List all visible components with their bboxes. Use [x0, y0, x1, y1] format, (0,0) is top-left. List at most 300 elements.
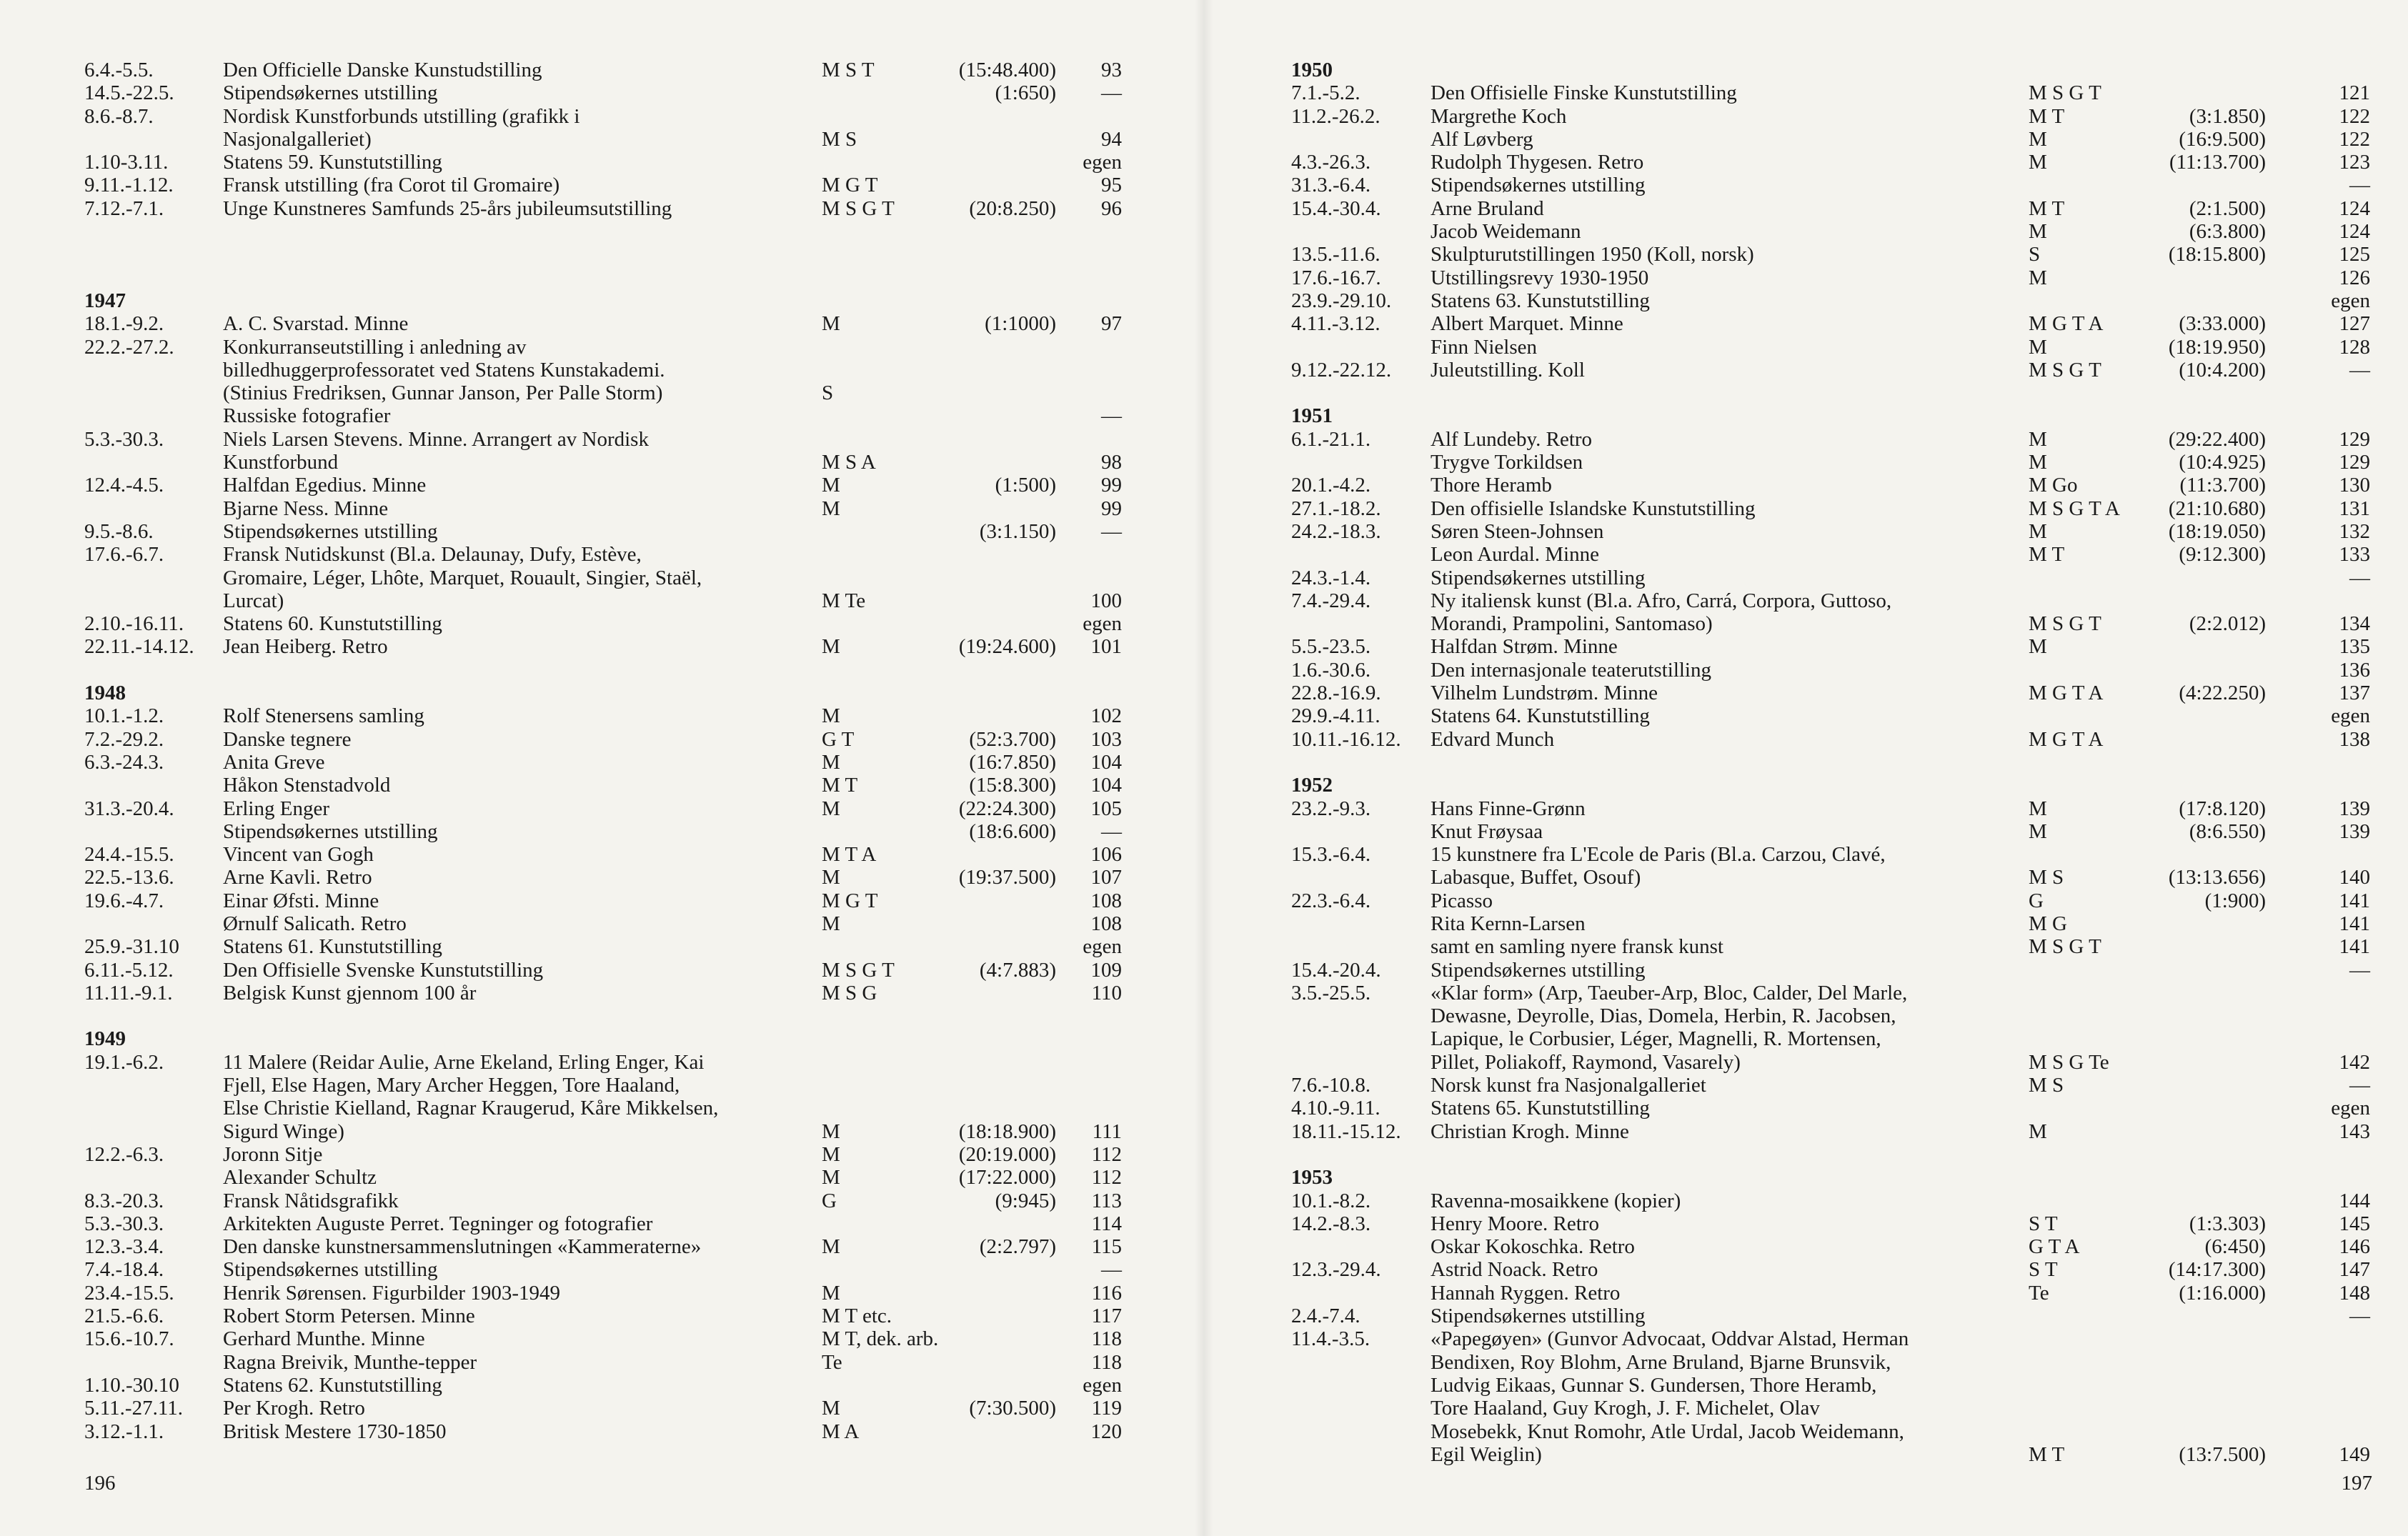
- exhibition-dates: 7.4.-18.4.: [84, 1258, 164, 1282]
- exhibition-title: Fransk Nutidskunst (Bl.a. Delaunay, Dufy, Estève,: [223, 543, 642, 567]
- exhibition-type: M G T A: [2029, 727, 2104, 751]
- exhibition-row: [0, 404, 1204, 427]
- catalogue-number: 117: [1091, 1305, 1122, 1328]
- blank-line: [0, 266, 1204, 289]
- exhibition-title: Statens 62. Kunstutstilling: [223, 1373, 442, 1397]
- catalogue-number: 102: [1090, 704, 1122, 728]
- exhibition-row: [1204, 197, 2408, 220]
- catalogue-number: 146: [2339, 1235, 2370, 1259]
- exhibition-row: [1204, 1420, 2408, 1443]
- exhibition-row: [0, 428, 1204, 451]
- exhibition-row: [1204, 1074, 2408, 1097]
- exhibition-title: Stipendsøkernes utstilling: [1431, 174, 1646, 197]
- exhibition-row: [1204, 1397, 2408, 1420]
- exhibition-dates: 6.4.-5.5.: [84, 59, 154, 81]
- catalogue-number: 139: [2339, 819, 2370, 843]
- catalogue-number: —: [2349, 174, 2370, 197]
- exhibition-title: Den Offisielle Svenske Kunstutstilling: [223, 958, 544, 982]
- exhibition-title: Statens 60. Kunstutstilling: [223, 612, 442, 636]
- exhibition-row: [0, 1327, 1204, 1350]
- exhibition-title: Joronn Sitje: [223, 1142, 323, 1166]
- exhibition-row: [1204, 1190, 2408, 1212]
- loan-figures: (20:19.000): [958, 1142, 1056, 1166]
- exhibition-type: S: [822, 381, 834, 405]
- exhibition-row: [1204, 359, 2408, 381]
- exhibition-title: Ludvig Eikaas, Gunnar S. Gundersen, Thore Heramb,: [1431, 1373, 1877, 1397]
- exhibition-dates: 6.11.-5.12.: [84, 958, 174, 982]
- exhibition-dates: 2.10.-16.11.: [84, 612, 184, 636]
- exhibition-row: [0, 751, 1204, 774]
- exhibition-dates: 7.12.-7.1.: [84, 196, 164, 220]
- exhibition-row: [0, 1282, 1204, 1305]
- exhibition-dates: 22.2.-27.2.: [84, 335, 174, 359]
- exhibition-type: M: [2029, 635, 2047, 659]
- catalogue-number: 127: [2339, 312, 2370, 336]
- exhibition-title: Den offisielle Islandske Kunstutstilling: [1431, 497, 1756, 520]
- exhibition-title: Stipendsøkernes utstilling: [223, 819, 438, 843]
- exhibition-dates: 2.4.-7.4.: [1291, 1305, 1360, 1328]
- loan-figures: (2:2.012): [2189, 612, 2266, 636]
- exhibition-row: [1204, 1327, 2408, 1350]
- exhibition-dates: 5.3.-30.3.: [84, 427, 164, 451]
- catalogue-number: egen: [1083, 612, 1122, 636]
- exhibition-title: Fransk utstilling (fra Corot til Gromaire): [223, 174, 560, 197]
- exhibition-type: M: [2029, 266, 2047, 289]
- blank-line: [1204, 751, 2408, 774]
- exhibition-row: [0, 889, 1204, 912]
- exhibition-row: [1204, 312, 2408, 335]
- catalogue-number: 141: [2339, 889, 2370, 912]
- loan-figures: (9:12.300): [2179, 543, 2266, 567]
- exhibition-title: Jacob Weidemann: [1431, 220, 1581, 244]
- loan-figures: (18:6.600): [969, 819, 1056, 843]
- exhibition-row: [0, 567, 1204, 589]
- loan-figures: (1:16.000): [2179, 1281, 2266, 1305]
- exhibition-title: Henrik Sørensen. Figurbilder 1903-1949: [223, 1281, 560, 1305]
- exhibition-row: [1204, 1051, 2408, 1074]
- exhibition-type: M G T A: [2029, 312, 2104, 336]
- exhibition-type: M T: [822, 774, 858, 797]
- loan-figures: (16:7.850): [969, 750, 1056, 774]
- loan-figures: (4:7.883): [979, 958, 1056, 982]
- catalogue-number: 124: [2339, 220, 2370, 244]
- catalogue-number: 118: [1091, 1350, 1122, 1374]
- page-number-right: 197: [2341, 1472, 2372, 1495]
- exhibition-dates: 5.3.-30.3.: [84, 1212, 164, 1235]
- catalogue-number: 131: [2339, 497, 2370, 520]
- exhibition-row: [0, 359, 1204, 381]
- exhibition-title: Trygve Torkildsen: [1431, 451, 1583, 474]
- exhibition-row: [1204, 451, 2408, 474]
- exhibition-type: M G T: [822, 174, 878, 197]
- exhibition-type: M T A: [822, 843, 877, 867]
- exhibition-type: M S T: [822, 59, 875, 81]
- exhibition-row: [1204, 635, 2408, 658]
- exhibition-type: M: [822, 635, 840, 659]
- exhibition-title: Morandi, Prampolini, Santomaso): [1431, 612, 1713, 636]
- exhibition-row: [0, 1190, 1204, 1212]
- exhibition-row: [0, 497, 1204, 520]
- exhibition-type: M T: [2029, 196, 2065, 220]
- exhibition-type: M G T: [822, 889, 878, 912]
- catalogue-number: 132: [2339, 519, 2370, 543]
- exhibition-title: Hannah Ryggen. Retro: [1431, 1281, 1621, 1305]
- exhibition-list-right: [1204, 59, 2408, 1466]
- exhibition-title: Bendixen, Roy Blohm, Arne Bruland, Bjarne Brunsvik,: [1431, 1350, 1891, 1374]
- exhibition-title: Den Offisielle Finske Kunstutstilling: [1431, 81, 1737, 105]
- exhibition-row: [1204, 1212, 2408, 1235]
- exhibition-type: M: [822, 797, 840, 820]
- loan-figures: (3:1.150): [979, 519, 1056, 543]
- exhibition-title: 11 Malere (Reidar Aulie, Arne Ekeland, Erling Enger, Kai: [223, 1050, 705, 1074]
- catalogue-number: 101: [1090, 635, 1122, 659]
- loan-figures: (1:650): [995, 81, 1056, 105]
- exhibition-title: Erling Enger: [223, 797, 329, 820]
- exhibition-title: Knut Frøysaa: [1431, 819, 1543, 843]
- catalogue-number: —: [1101, 81, 1122, 105]
- exhibition-title: Oskar Kokoschka. Retro: [1431, 1235, 1635, 1259]
- exhibition-row: [0, 728, 1204, 751]
- catalogue-number: —: [2349, 566, 2370, 589]
- exhibition-title: Fjell, Else Hagen, Mary Archer Heggen, Tore Haaland,: [223, 1074, 680, 1097]
- loan-figures: (7:30.500): [969, 1397, 1056, 1420]
- exhibition-dates: 1.10.-30.10: [84, 1373, 179, 1397]
- catalogue-number: egen: [1083, 1373, 1122, 1397]
- catalogue-number: 133: [2339, 543, 2370, 567]
- exhibition-type: M: [2029, 819, 2047, 843]
- exhibition-row: [1204, 912, 2408, 935]
- loan-figures: (11:3.700): [2179, 474, 2266, 497]
- exhibition-row: [0, 520, 1204, 543]
- exhibition-row: [0, 474, 1204, 497]
- catalogue-number: 105: [1090, 797, 1122, 820]
- exhibition-title: Stipendsøkernes utstilling: [1431, 958, 1646, 982]
- exhibition-title: «Klar form» (Arp, Taeuber-Arp, Bloc, Calder, Del Marle,: [1431, 981, 1908, 1004]
- catalogue-number: 109: [1090, 958, 1122, 982]
- exhibition-row: [1204, 174, 2408, 196]
- loan-figures: (10:4.925): [2179, 451, 2266, 474]
- exhibition-row: [1204, 128, 2408, 151]
- exhibition-title: Stipendsøkernes utstilling: [1431, 566, 1646, 589]
- loan-figures: (11:13.700): [2169, 151, 2266, 174]
- catalogue-number: —: [2349, 1305, 2370, 1328]
- exhibition-title: Statens 61. Kunstutstilling: [223, 935, 442, 959]
- exhibition-title: Arne Kavli. Retro: [223, 866, 372, 889]
- loan-figures: (17:8.120): [2179, 797, 2266, 820]
- exhibition-row: [1204, 243, 2408, 266]
- exhibition-title: Skulpturutstillingen 1950 (Koll, norsk): [1431, 243, 1754, 266]
- exhibition-row: [1204, 1004, 2408, 1027]
- exhibition-type: M: [2029, 519, 2047, 543]
- exhibition-dates: 12.3.-3.4.: [84, 1235, 164, 1259]
- exhibition-title: Dewasne, Deyrolle, Dias, Domela, Herbin, R. Jacobsen,: [1431, 1004, 1896, 1028]
- exhibition-type: Te: [2029, 1281, 2049, 1305]
- catalogue-number: 122: [2339, 104, 2370, 128]
- exhibition-type: M G: [2029, 912, 2067, 935]
- exhibition-type: M: [822, 704, 840, 728]
- exhibition-title: Vincent van Gogh: [223, 843, 374, 867]
- exhibition-title: Anita Greve: [223, 750, 325, 774]
- exhibition-dates: 3.5.-25.5.: [1291, 981, 1371, 1004]
- exhibition-row: [1204, 589, 2408, 612]
- exhibition-dates: 23.2.-9.3.: [1291, 797, 1371, 820]
- exhibition-type: M: [822, 1397, 840, 1420]
- catalogue-number: 149: [2339, 1442, 2370, 1466]
- exhibition-type: M: [2029, 151, 2047, 174]
- exhibition-row: [0, 912, 1204, 935]
- catalogue-number: 144: [2339, 1189, 2370, 1212]
- catalogue-number: —: [1101, 819, 1122, 843]
- exhibition-title: Einar Øfsti. Minne: [223, 889, 379, 912]
- exhibition-title: Statens 63. Kunstutstilling: [1431, 289, 1650, 312]
- year-heading: 1952: [1291, 774, 1333, 797]
- exhibition-dates: 15.4.-30.4.: [1291, 196, 1381, 220]
- loan-figures: (29:22.400): [2168, 427, 2266, 451]
- catalogue-number: 104: [1090, 774, 1122, 797]
- exhibition-type: M Go: [2029, 474, 2078, 497]
- exhibition-dates: 14.2.-8.3.: [1291, 1212, 1371, 1235]
- blank-line: [0, 243, 1204, 266]
- loan-figures: (1:500): [995, 474, 1056, 497]
- exhibition-title: Ny italiensk kunst (Bl.a. Afro, Carrá, Corpora, Guttoso,: [1431, 589, 1892, 612]
- exhibition-type: M: [2029, 797, 2047, 820]
- exhibition-row: [0, 612, 1204, 635]
- catalogue-number: 120: [1090, 1420, 1122, 1443]
- catalogue-number: 95: [1101, 174, 1122, 197]
- exhibition-dates: 4.10.-9.11.: [1291, 1097, 1380, 1120]
- exhibition-row: [0, 866, 1204, 889]
- catalogue-number: 93: [1101, 59, 1122, 81]
- exhibition-dates: 19.1.-6.2.: [84, 1050, 164, 1074]
- exhibition-title: Sigurd Winge): [223, 1119, 344, 1143]
- exhibition-type: M T: [2029, 104, 2065, 128]
- blank-line: [0, 220, 1204, 243]
- exhibition-title: Per Krogh. Retro: [223, 1397, 365, 1420]
- exhibition-row: [1204, 266, 2408, 289]
- catalogue-number: 96: [1101, 196, 1122, 220]
- exhibition-type: M: [822, 1281, 840, 1305]
- exhibition-type: M: [2029, 427, 2047, 451]
- exhibition-title: Rudolph Thygesen. Retro: [1431, 151, 1644, 174]
- exhibition-dates: 25.9.-31.10: [84, 935, 179, 959]
- catalogue-number: 110: [1091, 981, 1122, 1004]
- exhibition-row: [1204, 520, 2408, 543]
- exhibition-dates: 23.9.-29.10.: [1291, 289, 1392, 312]
- exhibition-title: «Papegøyen» (Gunvor Advocaat, Oddvar Alstad, Herman: [1431, 1327, 1909, 1351]
- loan-figures: (52:3.700): [969, 727, 1056, 751]
- catalogue-number: 125: [2339, 243, 2370, 266]
- exhibition-dates: 7.4.-29.4.: [1291, 589, 1371, 612]
- exhibition-dates: 10.11.-16.12.: [1291, 727, 1401, 751]
- exhibition-title: Alf Løvberg: [1431, 127, 1533, 151]
- exhibition-dates: 8.6.-8.7.: [84, 104, 154, 128]
- loan-figures: (6:3.800): [2189, 220, 2266, 244]
- exhibition-title: Utstillingsrevy 1930-1950: [1431, 266, 1649, 289]
- exhibition-type: M S: [2029, 866, 2064, 889]
- exhibition-row: [0, 820, 1204, 843]
- catalogue-number: egen: [2331, 704, 2370, 728]
- exhibition-row: [0, 151, 1204, 174]
- catalogue-number: 138: [2339, 727, 2370, 751]
- exhibition-type: S: [2029, 243, 2041, 266]
- exhibition-title: Pillet, Poliakoff, Raymond, Vasarely): [1431, 1050, 1741, 1074]
- exhibition-row: [1204, 1235, 2408, 1258]
- exhibition-type: M T: [2029, 543, 2065, 567]
- catalogue-number: 124: [2339, 196, 2370, 220]
- blank-line: [1204, 1143, 2408, 1166]
- exhibition-row: [1204, 567, 2408, 589]
- loan-figures: (19:24.600): [958, 635, 1056, 659]
- exhibition-dates: 22.11.-14.12.: [84, 635, 194, 659]
- exhibition-title: Picasso: [1431, 889, 1493, 912]
- catalogue-number: 108: [1090, 912, 1122, 935]
- exhibition-type: M: [2029, 335, 2047, 359]
- exhibition-title: Arne Bruland: [1431, 196, 1544, 220]
- exhibition-row: [0, 1305, 1204, 1327]
- exhibition-row: [0, 959, 1204, 982]
- exhibition-dates: 9.11.-1.12.: [84, 174, 174, 197]
- loan-figures: (14:17.300): [2168, 1258, 2266, 1282]
- exhibition-row: [1204, 474, 2408, 497]
- loan-figures: (3:33.000): [2179, 312, 2266, 336]
- catalogue-number: —: [2349, 958, 2370, 982]
- exhibition-title: Fransk Nåtidsgrafikk: [223, 1189, 399, 1212]
- exhibition-row: [0, 774, 1204, 797]
- exhibition-row: [0, 589, 1204, 612]
- exhibition-type: G: [822, 1189, 837, 1212]
- exhibition-row: [0, 451, 1204, 474]
- exhibition-title: Alexander Schultz: [223, 1166, 377, 1190]
- exhibition-dates: 13.5.-11.6.: [1291, 243, 1380, 266]
- loan-figures: (18:19.050): [2168, 519, 2266, 543]
- catalogue-number: 137: [2339, 682, 2370, 705]
- exhibition-row: [0, 1235, 1204, 1258]
- exhibition-title: Lapique, le Corbusier, Léger, Magnelli, R. Mortensen,: [1431, 1027, 1881, 1051]
- exhibition-row: [1204, 1282, 2408, 1305]
- blank-line: [0, 1004, 1204, 1027]
- exhibition-title: 15 kunstnere fra L'Ecole de Paris (Bl.a. Carzou, Clavé,: [1431, 843, 1886, 867]
- exhibition-row: [0, 381, 1204, 404]
- catalogue-number: 99: [1101, 497, 1122, 520]
- catalogue-number: 106: [1090, 843, 1122, 867]
- exhibition-row: [1204, 889, 2408, 912]
- catalogue-number: 114: [1091, 1212, 1122, 1235]
- exhibition-title: Albert Marquet. Minne: [1431, 312, 1623, 336]
- exhibition-dates: 11.4.-3.5.: [1291, 1327, 1370, 1351]
- exhibition-list-left: [0, 59, 1204, 1443]
- loan-figures: (18:18.900): [958, 1119, 1056, 1143]
- exhibition-title: Niels Larsen Stevens. Minne. Arrangert av Nordisk: [223, 427, 649, 451]
- catalogue-number: egen: [2331, 1097, 2370, 1120]
- year-heading: 1947: [84, 289, 126, 312]
- catalogue-number: 136: [2339, 658, 2370, 682]
- exhibition-type: M A: [822, 1420, 860, 1443]
- exhibition-row: [0, 59, 1204, 81]
- exhibition-dates: 4.11.-3.12.: [1291, 312, 1380, 336]
- exhibition-title: A. C. Svarstad. Minne: [223, 312, 409, 336]
- exhibition-row: [1204, 497, 2408, 520]
- exhibition-title: Hans Finne-Grønn: [1431, 797, 1586, 820]
- catalogue-number: 129: [2339, 427, 2370, 451]
- exhibition-type: Te: [822, 1350, 842, 1374]
- exhibition-title: Den Officielle Danske Kunstudstilling: [223, 59, 542, 81]
- loan-figures: (17:22.000): [958, 1166, 1056, 1190]
- exhibition-title: Rolf Stenersens samling: [223, 704, 424, 728]
- catalogue-number: egen: [2331, 289, 2370, 312]
- exhibition-type: M: [822, 474, 840, 497]
- exhibition-title: Russiske fotografier: [223, 404, 391, 428]
- exhibition-title: Else Christie Kielland, Ragnar Kraugerud, Kåre Mikkelsen,: [223, 1097, 719, 1120]
- catalogue-number: 115: [1091, 1235, 1122, 1259]
- exhibition-row: [0, 797, 1204, 820]
- exhibition-title: (Stinius Fredriksen, Gunnar Janson, Per Palle Storm): [223, 381, 663, 405]
- exhibition-dates: 17.6.-16.7.: [1291, 266, 1381, 289]
- exhibition-type: G: [2029, 889, 2044, 912]
- exhibition-row: [0, 1420, 1204, 1443]
- exhibition-dates: 7.1.-5.2.: [1291, 81, 1360, 105]
- exhibition-type: M S: [2029, 1074, 2064, 1097]
- loan-figures: (21:10.680): [2168, 497, 2266, 520]
- catalogue-number: 112: [1091, 1166, 1122, 1190]
- exhibition-row: [1204, 289, 2408, 312]
- exhibition-title: Søren Steen-Johnsen: [1431, 519, 1604, 543]
- exhibition-dates: 15.6.-10.7.: [84, 1327, 174, 1351]
- exhibition-type: M: [822, 866, 840, 889]
- catalogue-number: 112: [1091, 1142, 1122, 1166]
- exhibition-title: Astrid Noack. Retro: [1431, 1258, 1598, 1282]
- exhibition-title: Tore Haaland, Guy Krogh, J. F. Michelet, Olav: [1431, 1397, 1820, 1420]
- exhibition-type: M: [822, 1142, 840, 1166]
- exhibition-row: [1204, 1374, 2408, 1397]
- exhibition-type: M T, dek. arb.: [822, 1327, 939, 1351]
- exhibition-dates: 22.3.-6.4.: [1291, 889, 1371, 912]
- exhibition-dates: 5.5.-23.5.: [1291, 635, 1371, 659]
- catalogue-number: egen: [1083, 935, 1122, 959]
- exhibition-dates: 7.2.-29.2.: [84, 727, 164, 751]
- catalogue-number: 107: [1090, 866, 1122, 889]
- loan-figures: (20:8.250): [969, 196, 1056, 220]
- exhibition-dates: 6.1.-21.1.: [1291, 427, 1371, 451]
- exhibition-type: M S: [822, 127, 857, 151]
- catalogue-number: 119: [1091, 1397, 1122, 1420]
- exhibition-title: Arkitekten Auguste Perret. Tegninger og fotografier: [223, 1212, 653, 1235]
- exhibition-title: Finn Nielsen: [1431, 335, 1538, 359]
- exhibition-row: [0, 312, 1204, 335]
- catalogue-number: 135: [2339, 635, 2370, 659]
- exhibition-title: Britisk Mestere 1730-1850: [223, 1420, 447, 1443]
- exhibition-title: Mosebekk, Knut Romohr, Atle Urdal, Jacob Weidemann,: [1431, 1420, 1904, 1443]
- exhibition-dates: 20.1.-4.2.: [1291, 474, 1371, 497]
- exhibition-row: [0, 1374, 1204, 1397]
- exhibition-row: [1204, 959, 2408, 982]
- exhibition-row: [1204, 797, 2408, 820]
- blank-line: [0, 659, 1204, 682]
- exhibition-dates: 9.12.-22.12.: [1291, 358, 1392, 381]
- exhibition-dates: 12.3.-29.4.: [1291, 1258, 1381, 1282]
- catalogue-number: 118: [1091, 1327, 1122, 1351]
- catalogue-number: 123: [2339, 151, 2370, 174]
- catalogue-number: 98: [1101, 451, 1122, 474]
- exhibition-dates: 22.5.-13.6.: [84, 866, 174, 889]
- exhibition-row: [0, 982, 1204, 1004]
- exhibition-title: Robert Storm Petersen. Minne: [223, 1305, 475, 1328]
- catalogue-number: 148: [2339, 1281, 2370, 1305]
- loan-figures: (9:945): [995, 1189, 1056, 1212]
- exhibition-type: M S G T: [2029, 358, 2101, 381]
- exhibition-row: [1204, 612, 2408, 635]
- catalogue-number: 121: [2339, 81, 2370, 105]
- exhibition-title: Halfdan Egedius. Minne: [223, 474, 427, 497]
